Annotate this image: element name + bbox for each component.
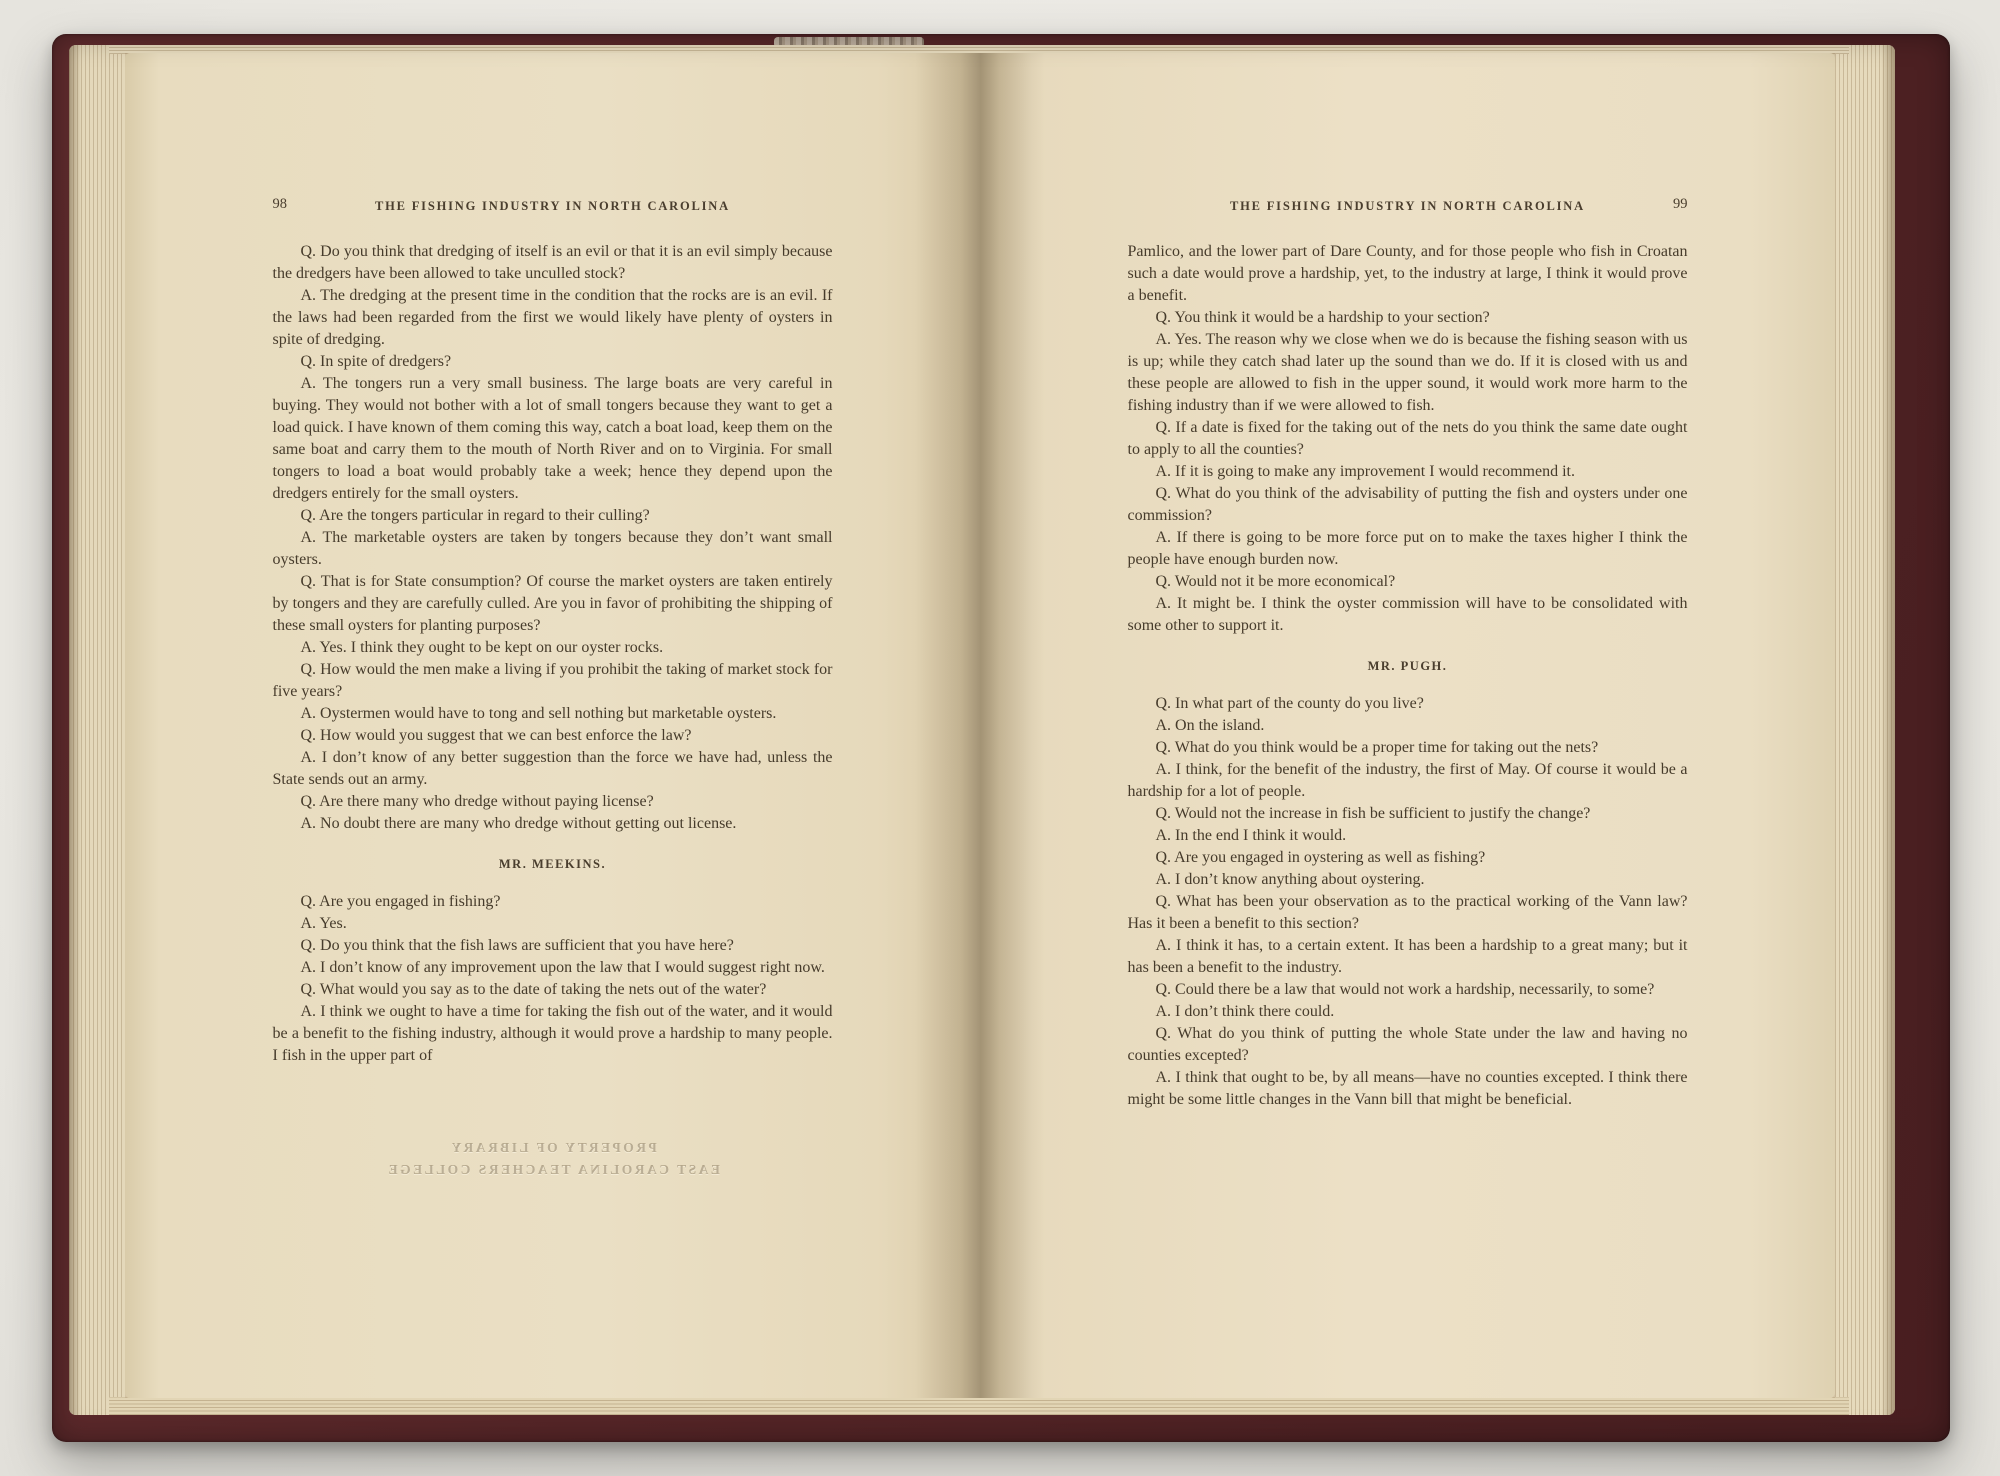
paragraph: A. I think that ought to be, by all means—have no counties excepted. I think there might be some little changes in the Vann bill that might be beneficial. [1127, 1069, 1688, 1108]
paragraph: A. I don’t know anything about oystering. [1155, 871, 1425, 888]
paragraph: A. The marketable oysters are taken by tongers because they don’t want small oysters. [272, 529, 833, 568]
paragraph: A. I don’t know of any better suggestion than the force we have had, unless the State sends out an army. [272, 749, 833, 788]
paragraph: Q. That is for State consumption? Of course the market oysters are taken entirely by tongers and they are carefully culled. Are you in favor of prohibiting the shipping of these small oysters for planting purposes? [272, 573, 833, 634]
paragraph: Q. In what part of the county do you live? [1155, 695, 1424, 712]
paragraph: Q. Would not it be more economical? [1155, 573, 1396, 590]
book-cover [52, 34, 1950, 1442]
right-page-header [1128, 195, 1688, 217]
paragraph: Q. What has been your observation as to the practical working of the Vann law? Has it been a benefit to this section? [1127, 893, 1688, 932]
paragraph: A. Yes. I think they ought to be kept on our oyster rocks. [300, 639, 664, 656]
right-page-text-column [1128, 53, 1688, 1111]
paragraph: A. It might be. I think the oyster commission will have to be consolidated with some other to support it. [1127, 595, 1688, 634]
running-title: THE FISHING INDUSTRY IN NORTH CAROLINA [375, 199, 730, 213]
page-number: 99 [1673, 196, 1688, 212]
paragraph: Q. You think it would be a hardship to your section? [1155, 309, 1490, 326]
left-page-body [273, 241, 833, 1067]
paragraph: A. The tongers run a very small business. The large boats are very careful in buying. They would not bother with a lot of small tongers because they want to get a load quick. I have known of them coming this way, catch a boat load, keep them on the same boat and carry them to the mouth of North River and on to Virginia. For small tongers to load a boat would probably take a week; hence they depend upon the dredgers entirely for the small oysters. [272, 375, 833, 502]
page-edges-left [69, 45, 125, 1415]
page-number: 98 [272, 196, 287, 212]
paragraph: A. I think we ought to have a time for taking the fish out of the water, and it would be a benefit to the fishing industry, although it would prove a hardship to many people. I fish in the upper part of [272, 1003, 833, 1064]
paragraph: Q. Are the tongers particular in regard to their culling? [300, 507, 650, 524]
open-spread [125, 53, 1835, 1398]
paragraph: Q. Could there be a law that would not work a hardship, necessarily, to some? [1155, 981, 1655, 998]
paragraph: Q. Are you engaged in fishing? [300, 893, 501, 910]
paragraph: A. I think, for the benefit of the industry, the first of May. Of course it would be a hardship for a lot of people. [1127, 761, 1688, 800]
paragraph: Q. What would you say as to the date of taking the nets out of the water? [300, 981, 767, 998]
paragraph: A. If there is going to be more force put on to make the taxes higher I think the people have enough burden now. [1127, 529, 1688, 568]
section-heading: MR. PUGH. [1367, 659, 1448, 673]
paragraph: Q. In spite of dredgers? [300, 353, 452, 370]
stamp-line: PROPERTY OF LIBRARY [448, 1140, 657, 1155]
paragraph: A. I don’t think there could. [1155, 1003, 1335, 1020]
paragraph: Q. What do you think would be a proper time for taking out the nets? [1155, 739, 1599, 756]
paragraph: Q. How would you suggest that we can best enforce the law? [300, 727, 692, 744]
paragraph: Q. What do you think of the advisability of putting the fish and oysters under one commission? [1127, 485, 1688, 524]
paragraph: Q. What do you think of putting the whole State under the law and having no counties excepted? [1127, 1025, 1688, 1064]
paragraph: A. Oystermen would have to tong and sell nothing but marketable oysters. [300, 705, 777, 722]
page-edge-stack [69, 45, 1895, 1415]
paragraph: Q. If a date is fixed for the taking out of the nets do you think the same date ought to apply to all the counties? [1127, 419, 1688, 458]
paragraph: A. I don’t know of any improvement upon the law that I would suggest right now. [300, 959, 825, 976]
paragraph: A. The dredging at the present time in the condition that the rocks are is an evil. If the laws had been regarded from the first we would likely have plenty of oysters in spite of dredging. [272, 287, 833, 348]
paragraph: A. In the end I think it would. [1155, 827, 1347, 844]
paragraph: A. On the island. [1155, 717, 1265, 734]
left-page-header [273, 195, 833, 217]
paragraph: Q. Do you think that dredging of itself is an evil or that it is an evil simply because the dredgers have been allowed to take unculled stock? [272, 243, 833, 282]
stamp-line: EAST CAROLINA TEACHERS COLLEGE [385, 1162, 720, 1177]
paragraph: Q. Are there many who dredge without paying license? [300, 793, 654, 810]
paragraph: Q. Would not the increase in fish be sufficient to justify the change? [1155, 805, 1591, 822]
paragraph: A. Yes. [300, 915, 347, 932]
paragraph: Q. Are you engaged in oystering as well as fishing? [1155, 849, 1486, 866]
right-page-body [1128, 241, 1688, 1111]
paragraph: Q. Do you think that the fish laws are sufficient that you have here? [300, 937, 734, 954]
page-edges-bottom [109, 1397, 1849, 1415]
paragraph: Pamlico, and the lower part of Dare County, and for those people who fish in Croatan such a date would prove a hardship, yet, to the industry at large, I think it would prove a benefit. [1127, 243, 1688, 304]
right-page [980, 53, 1835, 1398]
left-page [125, 53, 980, 1398]
paragraph: A. No doubt there are many who dredge without getting out license. [300, 815, 737, 832]
paragraph: A. I think it has, to a certain extent. It has been a hardship to a great many; but it has been a benefit to the industry. [1127, 937, 1688, 976]
paragraph: A. If it is going to make any improvement I would recommend it. [1155, 463, 1575, 480]
left-page-text-column [273, 53, 833, 1181]
running-title: THE FISHING INDUSTRY IN NORTH CAROLINA [1230, 199, 1585, 213]
page-edges-right [1835, 45, 1895, 1415]
section-heading: MR. MEEKINS. [498, 857, 607, 871]
paragraph: Q. How would the men make a living if you prohibit the taking of market stock for five years? [272, 661, 833, 700]
paragraph: A. Yes. The reason why we close when we do is because the fishing season with us is up; while they catch shad later up the sound than we do. If it is closed with us and these people are allowed to fish in the upper sound, it would work more harm to the fishing industry than if we were allowed to fish. [1127, 331, 1688, 414]
library-stamp-mirrored [273, 1137, 833, 1181]
